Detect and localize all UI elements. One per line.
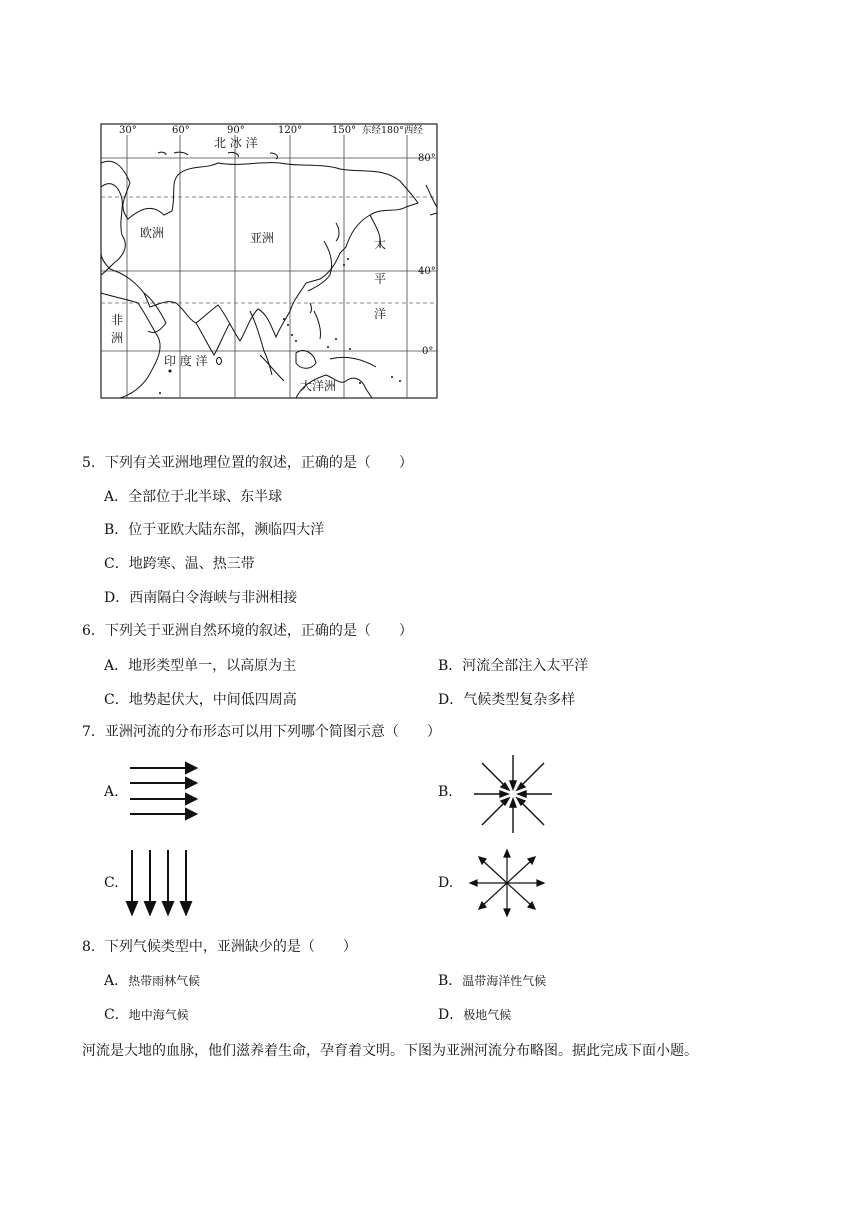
lon-label: 120°: [278, 125, 303, 136]
oceania-label: 大洋洲: [300, 379, 337, 393]
q5-option-c[interactable]: [104, 553, 255, 573]
option-label: D．: [438, 692, 464, 708]
option-text: 热带雨林气候: [128, 974, 201, 988]
option-label: B．: [438, 658, 463, 674]
lon-label: 30°: [119, 125, 137, 136]
option-text: 地形类型单一，以高原为主: [128, 658, 297, 674]
radiating-arrows-icon[interactable]: [468, 848, 546, 918]
coastlines: [101, 152, 437, 398]
region-labels: [111, 135, 386, 393]
parallel-right-arrows-icon[interactable]: [126, 760, 200, 822]
option-label: A．: [104, 973, 129, 989]
island-dots: [159, 258, 401, 394]
lon-label: 60°: [172, 125, 190, 136]
option-label: C．: [104, 692, 129, 708]
parallel-down-arrows-icon[interactable]: [124, 848, 194, 916]
option-label: D．: [438, 1007, 464, 1023]
pacific-ocean-label: 洋: [374, 307, 387, 321]
longitude-labels: [119, 124, 423, 136]
africa-label: 洲: [111, 331, 124, 345]
lat-label: 80°: [418, 153, 436, 164]
lon-label: 150°: [332, 125, 357, 136]
q5-option-b[interactable]: [104, 519, 324, 539]
indian-ocean-label: 印 度 洋: [164, 354, 208, 368]
lon-label: 东经180°西经: [362, 125, 423, 136]
option-text: 温带海洋性气候: [462, 974, 547, 988]
q8-option-d[interactable]: [438, 1004, 511, 1024]
q7-option-b-label[interactable]: B.: [438, 784, 453, 800]
europe-label: 欧洲: [140, 226, 165, 240]
option-text: 全部位于北半球、东半球: [128, 489, 283, 505]
q6-option-b[interactable]: [438, 655, 588, 675]
latitude-labels: [418, 153, 436, 357]
q5-option-d[interactable]: [104, 587, 297, 607]
option-label: B．: [104, 522, 129, 538]
lon-label: 90°: [227, 125, 245, 136]
q6-option-c[interactable]: [104, 689, 297, 709]
option-label: B．: [438, 973, 463, 989]
q5-option-a[interactable]: [104, 486, 282, 506]
africa-label: 非: [111, 313, 124, 327]
asia-label: 亚洲: [250, 231, 275, 245]
option-text: 极地气候: [463, 1008, 512, 1022]
question-8-stem: 8．下列气候类型中，亚洲缺少的是（ ）: [82, 939, 357, 955]
option-text: 河流全部注入太平洋: [462, 658, 589, 674]
option-text: 地跨寒、温、热三带: [128, 556, 255, 572]
option-label: A．: [104, 658, 129, 674]
tropic-lines: [101, 197, 437, 303]
option-text: 位于亚欧大陆东部，濒临四大洋: [128, 522, 325, 538]
option-label: C．: [104, 1007, 129, 1023]
option-label: A．: [104, 489, 129, 505]
option-text: 地中海气候: [128, 1008, 189, 1022]
option-text: 地势起伏大，中间低四周高: [128, 692, 297, 708]
pacific-ocean-label: 太: [374, 237, 387, 251]
converging-arrows-icon[interactable]: [470, 753, 556, 835]
q8-option-c[interactable]: [104, 1004, 189, 1024]
question-5-stem: 5．下列有关亚洲地理位置的叙述，正确的是（ ）: [82, 455, 413, 471]
asia-location-map: [100, 123, 438, 399]
option-text: 西南隔白令海峡与非洲相接: [129, 590, 298, 606]
q7-option-d-label[interactable]: D.: [438, 875, 454, 891]
q6-option-a[interactable]: [104, 655, 296, 675]
lat-label: 40°: [418, 266, 436, 277]
question-6-stem: 6．下列关于亚洲自然环境的叙述，正确的是（ ）: [82, 623, 413, 639]
arctic-ocean-label: 北 冰 洋: [214, 136, 258, 150]
option-label: D．: [104, 590, 130, 606]
q7-option-a-label[interactable]: A.: [104, 784, 119, 800]
q8-option-b[interactable]: [438, 970, 546, 990]
closing-paragraph: 河流是大地的血脉，他们滋养着生命，孕育着文明。下图为亚洲河流分布略图。据此完成下面小题。: [82, 1043, 698, 1059]
option-label: C．: [104, 556, 129, 572]
option-text: 气候类型复杂多样: [463, 692, 576, 708]
q8-option-a[interactable]: [104, 970, 200, 990]
lat-label: 0°: [422, 346, 434, 357]
q6-option-d[interactable]: [438, 689, 575, 709]
q7-option-c-label[interactable]: C.: [104, 875, 119, 891]
question-7-stem: 7．亚洲河流的分布形态可以用下列哪个简图示意（ ）: [82, 724, 441, 740]
pacific-ocean-label: 平: [374, 272, 387, 286]
